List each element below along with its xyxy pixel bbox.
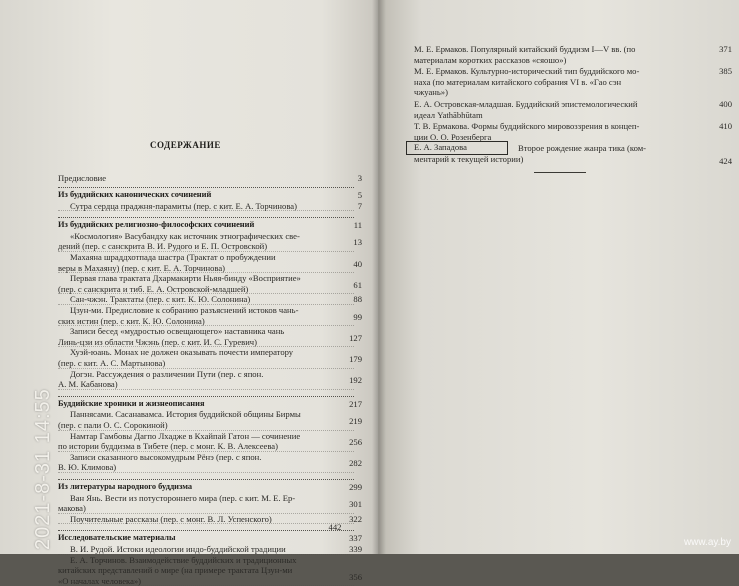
toc-entry-line: макова) xyxy=(58,503,86,514)
toc-entry-page: 179 xyxy=(349,354,362,364)
section-page: 11 xyxy=(353,220,362,231)
toc-entry-line: Линь-цзи из области Чжэнь (пер. с кит. И. С. Гуревич) xyxy=(58,336,257,347)
toc-entry-line: Записи сказанного высокомудрым Рёнэ (пер. с япон. xyxy=(70,451,262,462)
toc-entry-line: Паннясами. Сасанавамса. История буддийской общины Бирмы xyxy=(70,409,301,420)
toc-entry-line: Сутра сердца праджня-парамиты (пер. с кит. Е. А. Торчинова) xyxy=(70,200,297,211)
toc-entry-page: 400 xyxy=(719,99,732,109)
section-header: Из буддийских канонических сочинений xyxy=(58,190,212,199)
toc-entry-line: материалам коротких рассказов «сяошо») xyxy=(414,54,567,65)
toc-entry-line: китайских представлений о мире (на примере трактата Цзун-ми xyxy=(58,565,293,576)
toc-entry-line: Махаяна шраддхотпада шастра (Трактат о пробуждении xyxy=(70,252,276,262)
section-header: Исследовательские материалы xyxy=(58,533,176,543)
page-title: СОДЕРЖАНИЕ xyxy=(150,140,221,150)
toc-entry-line: по истории буддизма в Тибете (пер. с монг. К. В. Алексеева) xyxy=(58,441,278,452)
toc-entry-line: Догэн. Рассуждения о различении Пути (пер. с япон. xyxy=(70,368,264,379)
toc-entry-page: 424 xyxy=(719,156,732,166)
toc-entry-line: (пер. с пали О. С. Сорокиной) xyxy=(58,420,168,430)
toc-entry-line: Записи бесед «мудростью освещающего» наставника чань xyxy=(70,326,285,337)
preface-page: 3 xyxy=(357,173,362,183)
toc-entry-page: 256 xyxy=(349,437,362,448)
toc-entry-line: «О началах человека») xyxy=(58,575,142,586)
photo-timestamp xyxy=(4,360,54,550)
toc-entry-line: дений (пер. с санскрита В. И. Рудого и Е. П. Островской) xyxy=(58,241,268,252)
toc-entry-line: Ван Янь. Вести из потустороннего мира (пер. с кит. М. Е. Ер- xyxy=(70,492,296,503)
toc-entry-page: 40 xyxy=(353,258,362,269)
preface-label: Предисловие xyxy=(58,173,107,183)
section-rule xyxy=(58,396,354,397)
toc-entry-page: 7 xyxy=(357,200,362,211)
toc-entry-line: А. М. Кабанова) xyxy=(58,379,118,390)
end-rule xyxy=(534,172,586,173)
toc-entry-page: 410 xyxy=(719,121,732,132)
toc-entry-line: М. Е. Ермаков. Культурно-исторический тип буддийского мо- xyxy=(414,66,640,77)
timestamp-text: 2021-8-31 14:55 xyxy=(32,388,54,550)
toc-entry-page: 88 xyxy=(353,294,362,305)
toc-entry-rule xyxy=(58,523,354,524)
section-page: 217 xyxy=(349,398,362,409)
toc-entry-line: ментарий к текущей истории) xyxy=(414,154,524,164)
toc-entry-line: (пер. с санскрита и тиб. Е. А. Островской-младшей) xyxy=(58,283,249,294)
toc-entry-line: ции О. О. Розенберга xyxy=(414,131,492,142)
section-page: 5 xyxy=(357,190,362,200)
toc-entry-line: М. Е. Ермаков. Популярный китайский буддизм I—V вв. (по xyxy=(414,44,636,54)
toc-entry-rule xyxy=(58,210,354,211)
toc-entry-line: В. И. Рудой. Истоки идеологии индо-буддийской традиции xyxy=(70,544,286,554)
toc-entry-page: 339 xyxy=(349,544,362,554)
toc-entry-page: 13 xyxy=(353,237,362,248)
toc-entry-page: 282 xyxy=(349,458,362,469)
section-page: 337 xyxy=(349,533,362,544)
site-watermark: www.ay.by xyxy=(683,537,731,548)
toc-entry-line: веры в Махаяну) (пер. с кит. Е. А. Торчинова) xyxy=(58,262,226,273)
toc-entry-line: наха (по материалам китайского собрания VI в. «Гао сэн xyxy=(414,76,622,87)
toc-entry-line: Т. В. Ермакова. Формы буддийского мировоззрения в концеп- xyxy=(414,121,640,132)
toc-entry-rule xyxy=(58,389,354,390)
right-page xyxy=(378,0,739,554)
book-gutter xyxy=(372,0,386,554)
section-header: Из литературы народного буддизма xyxy=(58,482,193,491)
section-rule xyxy=(58,187,354,188)
toc-entry-line: Сан-чжэн. Трактаты (пер. с кит. К. Ю. Солонина) xyxy=(70,294,251,305)
section-rule xyxy=(58,479,354,480)
toc-entry-rule xyxy=(58,472,354,473)
toc-entry-line: Е. А. Торчинов. Взаимодействие буддийских и традиционных xyxy=(70,554,297,565)
toc-entry-line: Поучительные рассказы (пер. с монг. В. Л. Успенского) xyxy=(70,513,272,524)
page-folio: 442 xyxy=(328,522,342,532)
toc-entry-line: идеал Yathābhūtam xyxy=(414,109,483,120)
toc-entry-page: 127 xyxy=(349,332,362,343)
toc-entry-page: 301 xyxy=(349,499,362,510)
section-rule xyxy=(58,530,354,531)
toc-entry-line: Е. А. Островская-младшая. Буддийский эпистемологический xyxy=(414,99,638,109)
toc-entry-line: Цзун-ми. Предисловие к собранию разъяснений истоков чань- xyxy=(70,305,299,315)
toc-entry-line: В. Ю. Климова) xyxy=(58,462,117,473)
section-rule xyxy=(58,217,354,218)
section-header: Буддийские хроники и жизнеописания xyxy=(58,398,205,408)
toc-entry-page: 219 xyxy=(349,416,362,426)
toc-entry-line: Второе рождение жанра тика (ком- xyxy=(518,143,647,154)
toc-entry-line: Первая глава трактата Дхармакирти Ньяя-бинду «Восприятие» xyxy=(70,273,301,284)
toc-entry-line: Хуэй-юань. Монах не должен оказывать почести императору xyxy=(70,347,294,358)
toc-entry-page: 356 xyxy=(349,571,362,582)
toc-entry-line: чжуань») xyxy=(414,87,448,98)
toc-entry-page: 61 xyxy=(353,279,362,290)
boxed-author: Е. А. Западова xyxy=(414,142,467,153)
toc-entry-page: 99 xyxy=(353,311,362,322)
toc-entry-line: Намтар Гамбовы Дагпо Лхадже в Кхайпай Гатон — сочинение xyxy=(70,430,301,441)
toc-entry-page: 371 xyxy=(719,44,732,54)
toc-entry-page: 385 xyxy=(719,66,732,77)
toc-entry-line: «Космология» Васубандху как источник этнографических све- xyxy=(70,230,300,241)
section-header: Из буддийских религиозно-философских сочинений xyxy=(58,220,255,230)
section-page: 299 xyxy=(349,482,362,492)
toc-entry-line: (пер. с кит. А. С. Мартынова) xyxy=(58,358,166,368)
toc-entry-page: 322 xyxy=(349,513,362,524)
toc-entry-line: ских истин (пер. с кит. К. Ю. Солонина) xyxy=(58,315,205,326)
toc-entry-page: 192 xyxy=(349,375,362,386)
